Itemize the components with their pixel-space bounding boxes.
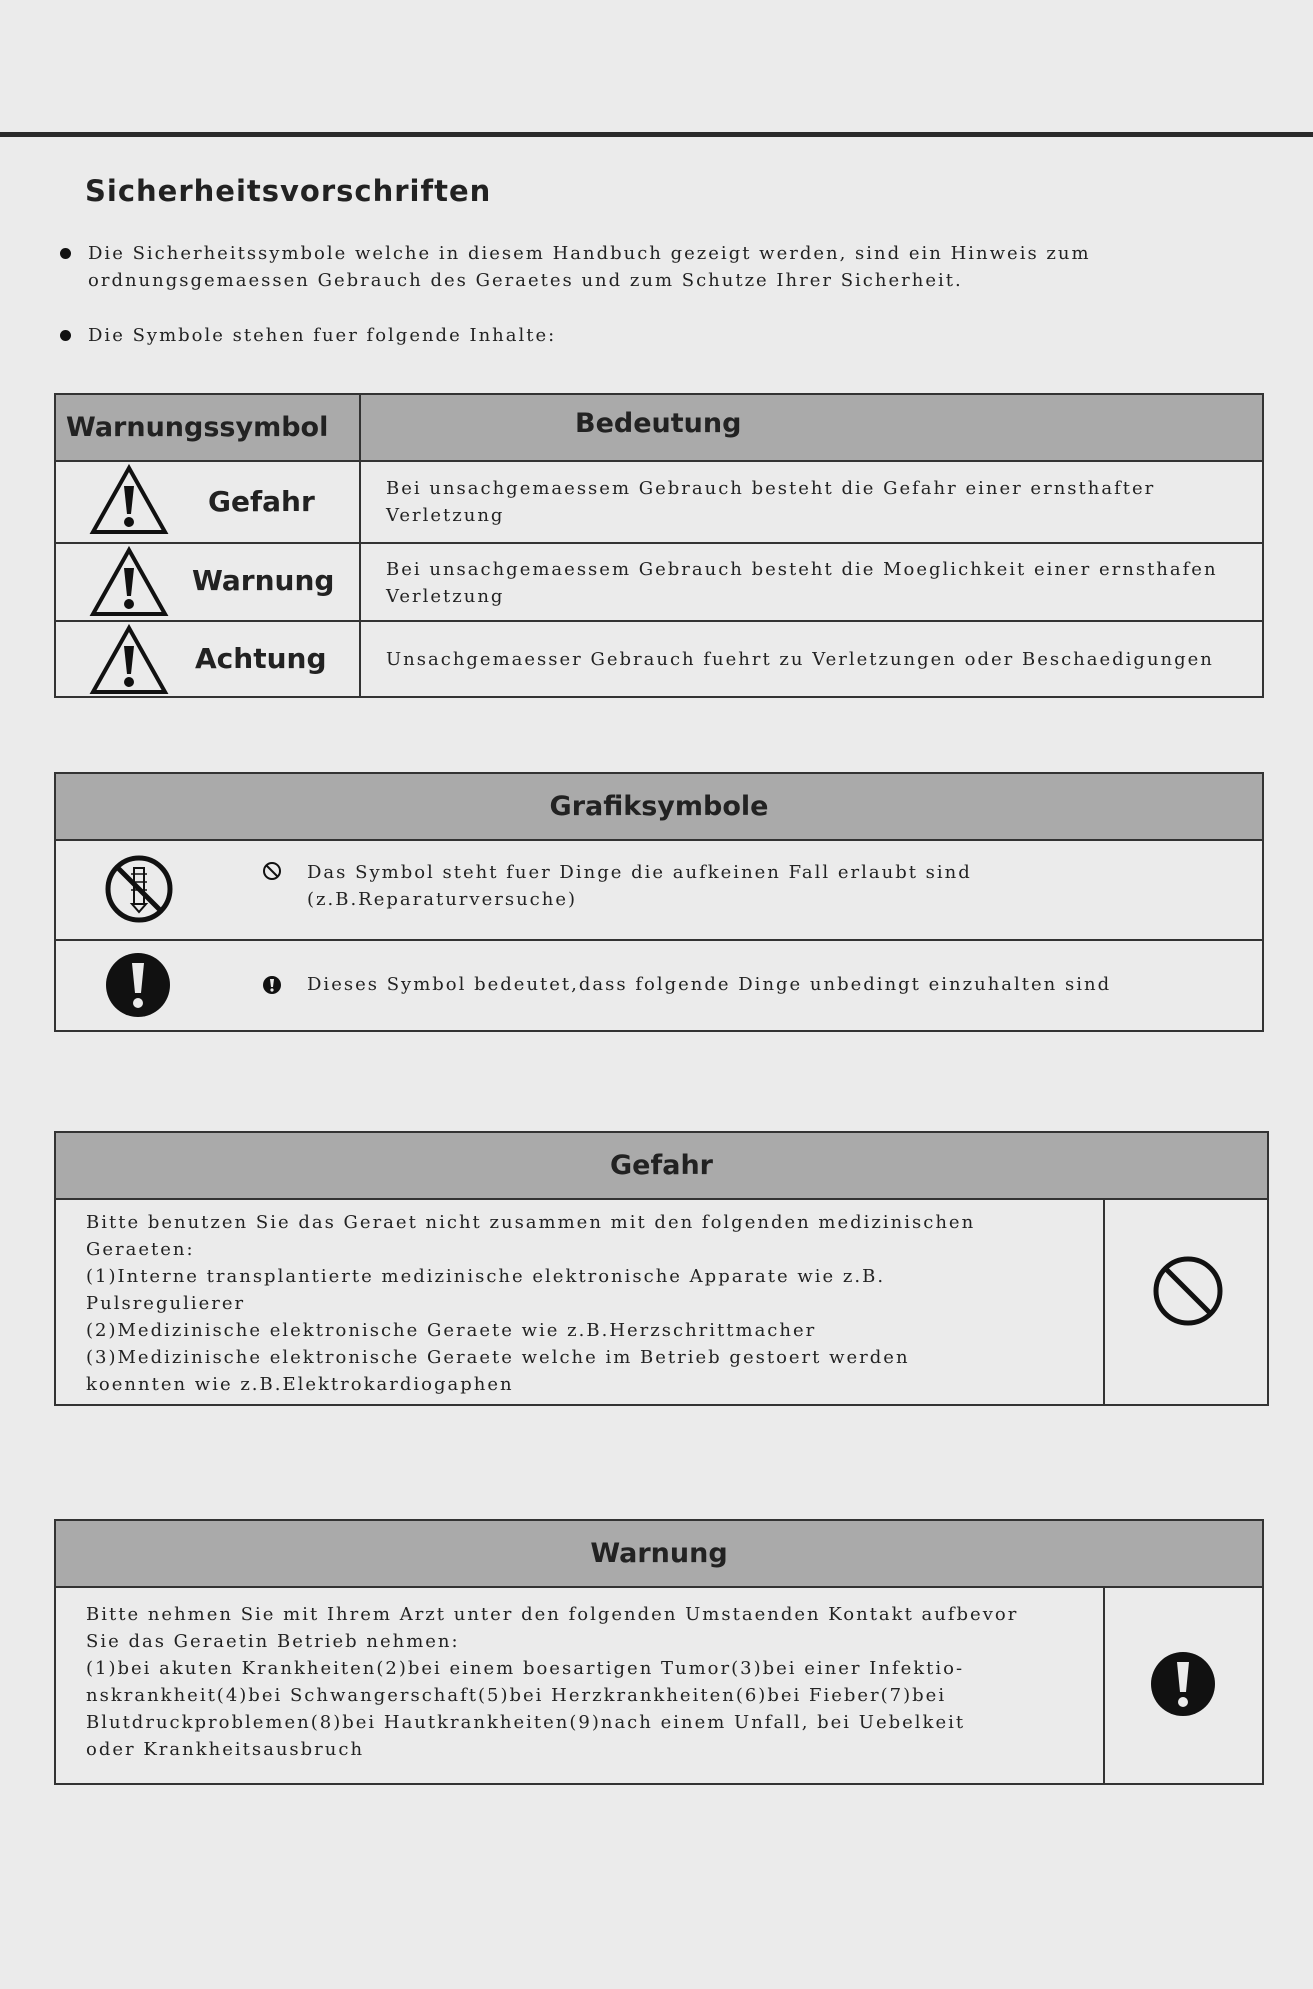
table-row bbox=[56, 620, 1262, 696]
symbol-description: Dieses Symbol bedeutet,dass folgende Dinge unbedingt einzuhalten sind bbox=[307, 974, 1112, 995]
symbol-description-example: (z.B.Reparaturversuche) bbox=[307, 889, 578, 910]
prohibited-disassembly-icon bbox=[104, 854, 174, 924]
table-row bbox=[56, 542, 1262, 620]
text-line: (2)Medizinische elektronische Geraete wie z.B.Herzschrittmacher bbox=[86, 1320, 817, 1341]
mandatory-exclamation-icon bbox=[1149, 1650, 1217, 1718]
page-title: Sicherheitsvorschriften bbox=[85, 174, 492, 208]
bullet-dot bbox=[60, 330, 71, 341]
table-header: Grafiksymbole bbox=[56, 774, 1262, 841]
text-line: koennten wie z.B.Elektrokardiogaphen bbox=[86, 1374, 514, 1395]
warning-text bbox=[86, 1601, 1096, 1763]
prohibited-icon bbox=[1151, 1254, 1225, 1328]
bullet-item bbox=[60, 240, 1240, 294]
table-row bbox=[56, 939, 1262, 1030]
bullet-item bbox=[60, 322, 1240, 349]
text-line: Blutdruckproblemen(8)bei Hautkrankheiten(9)nach einem Unfall, bei Uebelkeit bbox=[86, 1712, 966, 1733]
top-rule bbox=[0, 132, 1313, 137]
bullet-text: Die Symbole stehen fuer folgende Inhalte: bbox=[88, 325, 557, 346]
warning-triangle-icon bbox=[89, 546, 169, 618]
graphic-symbols-table bbox=[54, 772, 1264, 1032]
bullet-text: Die Sicherheitssymbole welche in diesem Handbuch gezeigt werden, sind ein Hinweis zum ordnungsgemaessen Gebrauch des Geraetes und zum Schutze Ihrer Sicherheit. bbox=[88, 243, 1091, 291]
text-line: nskrankheit(4)bei Schwangerschaft(5)bei Herzkrankheiten(6)bei Fieber(7)bei bbox=[86, 1685, 947, 1706]
danger-text bbox=[86, 1209, 1086, 1398]
bullet-dot bbox=[60, 248, 71, 259]
meaning-text: Bei unsachgemaessem Gebrauch besteht die Gefahr einer ernsthafter Verletzung bbox=[386, 478, 1156, 526]
meaning-text: Bei unsachgemaessem Gebrauch besteht die Moeglichkeit einer ernsthafen Verletzung bbox=[386, 559, 1218, 607]
text-line: Sie das Geraetin Betrieb nehmen: bbox=[86, 1631, 460, 1652]
text-line: (3)Medizinische elektronische Geraete welche im Betrieb gestoert werden bbox=[86, 1347, 910, 1368]
table-row bbox=[56, 839, 1262, 939]
column-divider bbox=[1103, 1586, 1105, 1783]
col-header-meaning: Bedeutung bbox=[575, 408, 742, 439]
meaning-text: Unsachgemaesser Gebrauch fuehrt zu Verletzungen oder Beschaedigungen bbox=[386, 649, 1214, 670]
column-divider bbox=[1103, 1198, 1105, 1404]
box-header: Gefahr bbox=[56, 1133, 1267, 1200]
mandatory-exclamation-icon bbox=[104, 951, 172, 1019]
text-line: (1)Interne transplantierte medizinische elektronische Apparate wie z.B. bbox=[86, 1266, 886, 1287]
col-header-symbol: Warnungssymbol bbox=[66, 412, 329, 443]
warning-box bbox=[54, 1519, 1264, 1785]
prohibited-icon bbox=[262, 861, 282, 881]
table-row bbox=[56, 460, 1262, 542]
danger-box bbox=[54, 1131, 1269, 1406]
text-line: Bitte benutzen Sie das Geraet nicht zusammen mit den folgenden medizinischen bbox=[86, 1212, 976, 1233]
warning-symbol-table bbox=[54, 393, 1264, 698]
table-header bbox=[56, 395, 1262, 462]
text-line: (1)bei akuten Krankheiten(2)bei einem boesartigen Tumor(3)bei einer Infektio- bbox=[86, 1658, 965, 1679]
symbol-description: Das Symbol steht fuer Dinge die aufkeinen Fall erlaubt sind bbox=[307, 862, 972, 883]
symbol-label: Achtung bbox=[195, 642, 327, 675]
text-line: Geraeten: bbox=[86, 1239, 195, 1260]
mandatory-icon bbox=[262, 975, 282, 995]
symbol-label: Warnung bbox=[192, 564, 335, 597]
text-line: oder Krankheitsausbruch bbox=[86, 1739, 365, 1760]
text-line: Pulsregulierer bbox=[86, 1293, 246, 1314]
warning-triangle-icon bbox=[89, 464, 169, 536]
box-header: Warnung bbox=[56, 1521, 1262, 1588]
text-line: Bitte nehmen Sie mit Ihrem Arzt unter den folgenden Umstaenden Kontakt aufbevor bbox=[86, 1604, 1019, 1625]
warning-triangle-icon bbox=[89, 624, 169, 696]
symbol-label: Gefahr bbox=[208, 485, 315, 518]
